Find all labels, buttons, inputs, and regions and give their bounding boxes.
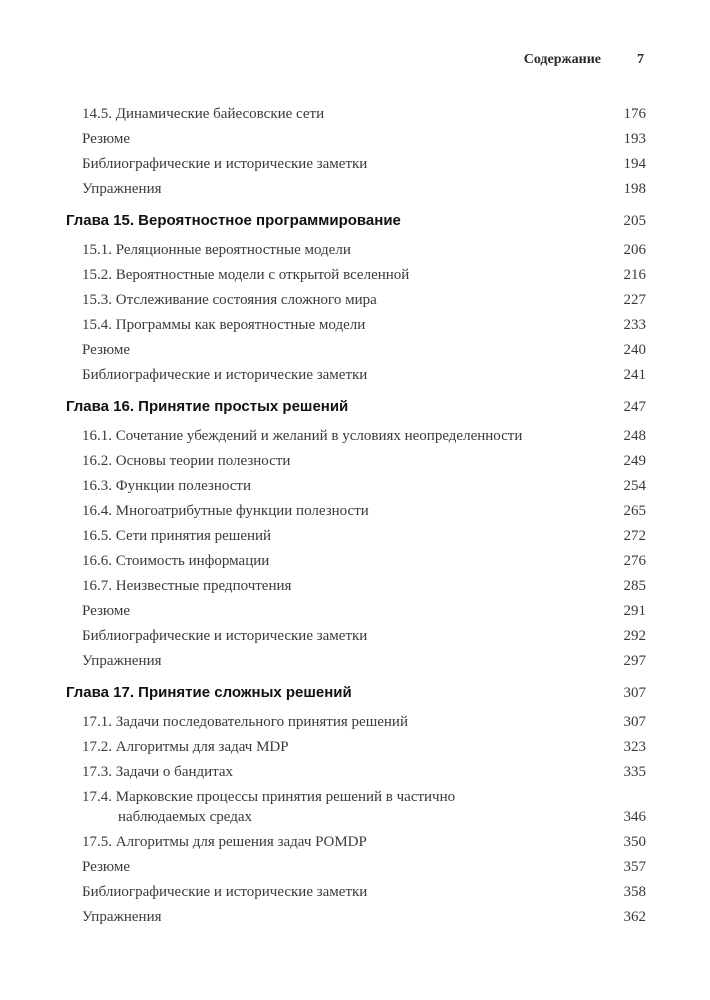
entry-title: Библиографические и исторические заметки xyxy=(82,628,368,644)
toc-entry xyxy=(66,571,646,596)
running-head-page-number: 7 xyxy=(637,52,644,67)
running-head-section: Содержание xyxy=(523,52,601,67)
page-number: 254 xyxy=(623,478,646,494)
entry-title: Библиографические и исторические заметки xyxy=(82,156,368,172)
entry-title: 16.5. Сети принятия решений xyxy=(82,528,272,544)
page-number: 194 xyxy=(623,156,646,172)
entry-title: 14.5. Динамические байесовские сети xyxy=(82,106,325,122)
entry-title: 16.4. Многоатрибутные функции полезности xyxy=(82,503,369,519)
page-number: 307 xyxy=(623,714,646,730)
toc-entry xyxy=(66,596,646,621)
page-number: 307 xyxy=(623,685,646,701)
toc-entry xyxy=(66,621,646,646)
page-number: 176 xyxy=(623,106,646,122)
toc-entry xyxy=(66,174,646,199)
entry-title: Резюме xyxy=(82,131,131,147)
page-number: 247 xyxy=(623,399,646,415)
page-number: 346 xyxy=(623,809,646,825)
toc-entry xyxy=(66,707,646,732)
page-number: 350 xyxy=(623,834,646,850)
chapter-title: Глава 16. Принятие простых решений xyxy=(66,398,349,415)
entry-title: 15.4. Программы как вероятностные модели xyxy=(82,317,366,333)
entry-title: Резюме xyxy=(82,603,131,619)
toc-entry xyxy=(66,124,646,149)
entry-title: Упражнения xyxy=(82,181,162,197)
page-number: 272 xyxy=(623,528,646,544)
page-number: 285 xyxy=(623,578,646,594)
toc-entry xyxy=(66,827,646,852)
toc-entry xyxy=(66,732,646,757)
page-number: 240 xyxy=(623,342,646,358)
toc-entry xyxy=(66,285,646,310)
toc-entry xyxy=(66,360,646,385)
page-number: 297 xyxy=(623,653,646,669)
toc-entry xyxy=(66,521,646,546)
entry-title: 16.3. Функции полезности xyxy=(82,478,251,494)
page-number: 362 xyxy=(623,909,646,925)
page-number: 193 xyxy=(623,131,646,147)
toc-chapter-heading xyxy=(66,392,646,417)
page-number: 292 xyxy=(623,628,646,644)
entry-title: 17.3. Задачи о бандитах xyxy=(82,764,234,780)
entry-title: 17.2. Алгоритмы для задач MDP xyxy=(82,739,289,755)
entry-title: Упражнения xyxy=(82,909,162,925)
page-number: 248 xyxy=(623,428,646,444)
toc-entry xyxy=(66,877,646,902)
entry-title: Резюме xyxy=(82,342,131,358)
toc-entry xyxy=(66,446,646,471)
running-head xyxy=(524,52,644,68)
toc-chapter-heading xyxy=(66,206,646,231)
page-number: 357 xyxy=(623,859,646,875)
entry-title-line-2: наблюдаемых средах xyxy=(118,809,253,825)
toc-entry xyxy=(66,421,646,446)
page-number: 233 xyxy=(623,317,646,333)
page-number: 358 xyxy=(623,884,646,900)
entry-title: 17.1. Задачи последовательного принятия решений xyxy=(82,714,408,730)
page-number: 265 xyxy=(623,503,646,519)
toc-entry xyxy=(66,99,646,124)
page-number: 198 xyxy=(623,181,646,197)
entry-title: 15.2. Вероятностные модели с открытой вселенной xyxy=(82,267,410,283)
chapter-title: Глава 15. Вероятностное программирование xyxy=(66,212,401,229)
toc-entry xyxy=(66,310,646,335)
entry-title: Библиографические и исторические заметки xyxy=(82,367,368,383)
entry-title: 16.2. Основы теории полезности xyxy=(82,453,291,469)
page-number: 323 xyxy=(623,739,646,755)
toc-entry xyxy=(66,496,646,521)
page-number: 241 xyxy=(623,367,646,383)
chapter-title: Глава 17. Принятие сложных решений xyxy=(66,684,352,701)
entry-title: Резюме xyxy=(82,859,131,875)
toc-entry xyxy=(66,852,646,877)
entry-title xyxy=(66,787,455,827)
entry-title: 15.3. Отслеживание состояния сложного мира xyxy=(82,292,377,308)
page-number: 216 xyxy=(623,267,646,283)
toc-entry xyxy=(66,260,646,285)
entry-title: Библиографические и исторические заметки xyxy=(82,884,368,900)
entry-title-line-1: 17.4. Марковские процессы принятия решений в частично xyxy=(82,789,456,805)
entry-title: 17.5. Алгоритмы для решения задач POMDP xyxy=(82,834,367,850)
toc-entry xyxy=(66,646,646,671)
entry-title: 16.6. Стоимость информации xyxy=(82,553,270,569)
toc-entry xyxy=(66,902,646,927)
page-number: 291 xyxy=(623,603,646,619)
page-number: 249 xyxy=(623,453,646,469)
toc-chapter-heading xyxy=(66,678,646,703)
toc-entry xyxy=(66,471,646,496)
entry-title: 16.7. Неизвестные предпочтения xyxy=(82,578,292,594)
toc-entry xyxy=(66,757,646,782)
page-number: 227 xyxy=(623,292,646,308)
entry-title: Упражнения xyxy=(82,653,162,669)
toc-entry xyxy=(66,782,646,827)
toc-entry xyxy=(66,235,646,260)
entry-title: 15.1. Реляционные вероятностные модели xyxy=(82,242,351,258)
toc-entry xyxy=(66,335,646,360)
table-of-contents xyxy=(66,99,646,927)
page-number: 205 xyxy=(623,213,646,229)
page-number: 206 xyxy=(623,242,646,258)
page-number: 276 xyxy=(623,553,646,569)
toc-entry xyxy=(66,546,646,571)
toc-entry xyxy=(66,149,646,174)
entry-title: 16.1. Сочетание убеждений и желаний в условиях неопределенности xyxy=(82,428,523,444)
page-number: 335 xyxy=(623,764,646,780)
